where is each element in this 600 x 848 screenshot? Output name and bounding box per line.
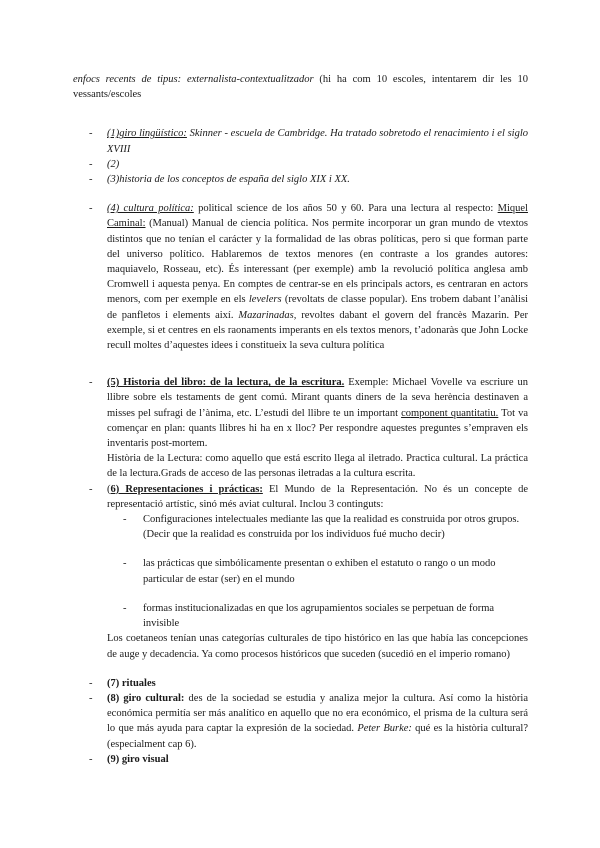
list-item-8 <box>73 691 528 752</box>
list-item-1 <box>73 126 528 156</box>
list-item-7 <box>73 676 528 691</box>
item-5-text-1: Exemple: Michael Vovelle va escriure un llibre sobre els testaments de gent comú. Mirant quants diners de la seva herència destinaven a misses pel sufragi de l’ànima, etc. L’estudi del llibre te un important <box>107 377 528 419</box>
document-page <box>73 72 528 767</box>
bullet-dash: - <box>89 677 93 689</box>
item-8-burke: Peter Burke: <box>357 723 412 735</box>
item-8-label: (8) giro cultural: <box>107 692 185 704</box>
bullet-dash: - <box>89 692 93 704</box>
item-7-label: (7) rituales <box>107 677 156 689</box>
list-item-3 <box>73 172 528 187</box>
list-item-4 <box>73 201 528 353</box>
bullet-dash: - <box>89 753 93 765</box>
list-item-2 <box>73 157 528 172</box>
bullet-dash: - <box>89 158 93 170</box>
sub-dash: - <box>123 514 127 526</box>
item-4-label: (4) cultura política: <box>107 203 194 215</box>
item-6-text-1: El Mundo de la Representación. No és un concepte de representació artístic, sinó més aviat cultural. Inclou 3 continguts: <box>107 483 528 510</box>
list-item-6 <box>73 482 528 662</box>
sub-item-3 <box>107 601 528 631</box>
item-4-author: Miquel Caminal: <box>107 203 528 230</box>
item-4-text-2: (Manual) Manual de ciencia política. Nos permite incorporar un gran mundo de vtextos distintos que no tenían el carácter y la formalidad de las obras políticas, pero si que forman parte del universo político. Hablaremos de textos menores (en contraste a los grandes autores: maquiavelo, Rosseau, etc). És interessant (per exemple) amb la revolució política anglesa amb Cromwell i aquesta penya. En comptes de centrar-se en els principals actors, es centraran en actors menors, com per exemple en els <box>107 218 528 306</box>
bullet-dash: - <box>89 203 93 215</box>
item-6-intro <box>107 482 528 512</box>
sub-item-2-text: las prácticas que simbólicamente presentan o exhiben el estatuto o rango o un modo particular de estar (ser) en el mundo <box>143 558 496 585</box>
item-3-text: (3)historia de los conceptos de españa del siglo XIX i XX. <box>107 174 350 186</box>
item-6-closing: Los coetaneos tenían unas categorías culturales de tipo histórico en las que había las concepciones de auge y decadencia. Ya como procesos históricos que suceden (sucedió en el imperio romano) <box>107 633 528 660</box>
item-8-text-1: des de la sociedad se estudia y analiza mejor la cultura. Así como la història económica permitía ser más analítico en aquello que no era económico, el prisma de la cultura será lo que más ayuda para captar la expresión de la sociedad. <box>107 692 529 735</box>
item-1-label: (1)giro lingüístico: <box>107 128 187 140</box>
item-9-label: (9) giro visual <box>107 753 169 765</box>
intro-lead: enfocs recents de tipus: externalista-contextualitzador <box>73 74 314 85</box>
item-5-text-2: Tot va començar en plan: quants llibres hi ha en x lloc? Per respondre aquestes preguntes s’empraven els inventaris post-mortem. <box>107 407 528 450</box>
intro-paragraph <box>73 72 528 102</box>
item-8-text-2: qué es la història cultural? (especialment cap 6). <box>107 723 528 750</box>
sub-dash: - <box>123 602 127 614</box>
bullet-dash: - <box>89 377 93 389</box>
item-4-text-4: revoltes dabant el govern del francès Mazarin. Per exemple, si et centres en els raonaments imperants en els textos menors, t’adonaràs que John Locke recull moltes d’aquestes idees i constitueix la seva cultura política <box>107 309 528 352</box>
sub-item-1 <box>107 512 528 542</box>
bullet-dash: - <box>89 128 93 140</box>
item-5-component: component quantitatiu. <box>401 407 499 419</box>
item-4-mazarinadas: Mazarinadas, <box>238 309 297 321</box>
item-5-para-2: Història de la Lectura: como aquello que está escrito llega al iletrado. Practica cultural. La práctica de la lectura.Grads de acceso de las personas iletradas a la cultura escrita. <box>107 453 528 480</box>
item-6-label: 6) Representaciones i prácticas: <box>110 483 263 495</box>
item-5-label: (5) Historia del libro: de la lectura, de la escritura. <box>107 377 345 389</box>
item-5-para-1 <box>107 375 528 451</box>
list-item-5 <box>73 375 528 481</box>
sub-item-3-text: formas institucionalizadas en que los agrupamientos sociales se perpetuan de forma invisible <box>143 602 495 630</box>
item-4-text-1: political science de los años 50 y 60. Para una lectura al respecto: <box>193 203 498 215</box>
item-4-text-3: (revoltats de classe popular). Ens trobem dabant l’anàlisi de panfletos i elements així. <box>107 294 528 321</box>
item-1-text: Skinner - escuela de Cambridge. Ha tratado sobretodo el renacimiento i el siglo XVIII <box>107 128 529 155</box>
bullet-dash: - <box>89 483 93 495</box>
item-6-open-paren: ( <box>107 483 111 495</box>
intro-rest: (hi ha com 10 escoles, intentarem dir les 10 vessants/escoles <box>73 74 528 101</box>
sub-item-1-text: Configuraciones intelectuales mediante las que la realidad es construida por otros grupos. (Decir que la realidad es construida por los individuos fué mucho decir) <box>143 514 520 541</box>
item-2-text: (2) <box>107 158 120 170</box>
list-item-9 <box>73 752 528 767</box>
bullet-dash: - <box>89 174 93 186</box>
sub-item-2 <box>107 556 528 586</box>
sub-dash: - <box>123 558 127 570</box>
item-4-levelers: levelers <box>248 294 282 306</box>
